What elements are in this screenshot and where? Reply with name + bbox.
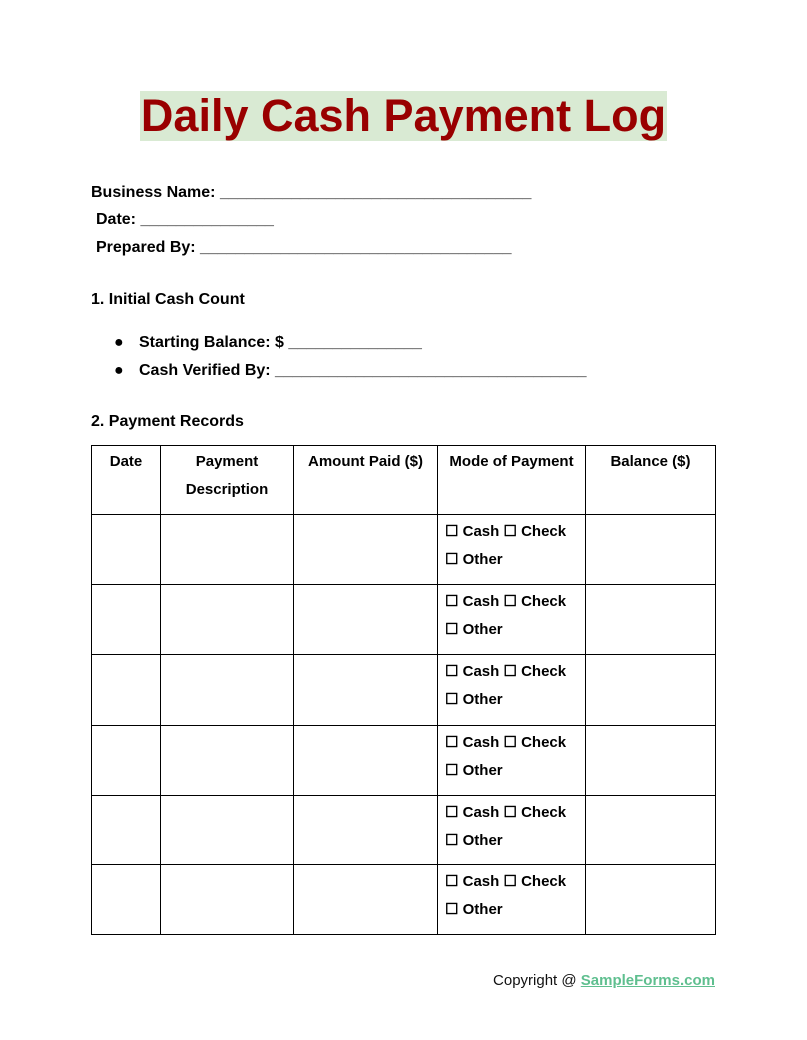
mode-options-line2[interactable]: ☐ Other [445, 762, 503, 779]
amount-cell[interactable] [294, 796, 438, 865]
mode-options-line1[interactable]: ☐ Cash ☐ Check [445, 523, 567, 540]
mode-options-line1[interactable]: ☐ Cash ☐ Check [445, 873, 567, 890]
balance-cell[interactable] [586, 796, 716, 865]
mode-options-line1[interactable]: ☐ Cash ☐ Check [445, 593, 567, 610]
bullet-icon: ● [114, 362, 124, 379]
date-cell[interactable] [92, 515, 161, 585]
balance-cell[interactable] [586, 585, 716, 655]
table-row [92, 726, 716, 796]
copyright-prefix: Copyright @ [493, 972, 581, 989]
amount-cell[interactable] [294, 726, 438, 796]
section-heading-payment-records: 2. Payment Records [91, 413, 244, 430]
balance-cell[interactable] [586, 655, 716, 726]
mode-of-payment-cell[interactable] [438, 865, 586, 935]
date-cell[interactable] [92, 585, 161, 655]
mode-options-line1[interactable]: ☐ Cash ☐ Check [445, 804, 567, 821]
document-title: Daily Cash Payment Log [140, 90, 667, 141]
table-row [92, 655, 716, 726]
sampleforms-link[interactable]: SampleForms.com [580, 972, 715, 989]
amount-cell[interactable] [294, 585, 438, 655]
mode-of-payment-cell[interactable] [438, 796, 586, 865]
description-cell[interactable] [161, 865, 294, 935]
description-cell[interactable] [161, 726, 294, 796]
mode-options-line2[interactable]: ☐ Other [445, 691, 503, 708]
table-row [92, 515, 716, 585]
cash-verified-by-field[interactable]: Cash Verified By: ___________________________________ [139, 362, 587, 379]
table-row [92, 585, 716, 655]
starting-balance-field[interactable]: Starting Balance: $ _______________ [139, 334, 422, 351]
table-row [92, 796, 716, 865]
business-name-field[interactable]: Business Name: ___________________________________ [91, 184, 532, 201]
date-cell[interactable] [92, 655, 161, 726]
header-amount-paid: Amount Paid ($) [294, 446, 438, 515]
table-row [92, 865, 716, 935]
mode-of-payment-cell[interactable] [438, 515, 586, 585]
date-field[interactable]: Date: _______________ [96, 211, 274, 228]
mode-options-line2[interactable]: ☐ Other [445, 621, 503, 638]
description-cell[interactable] [161, 585, 294, 655]
mode-of-payment-cell[interactable] [438, 726, 586, 796]
balance-cell[interactable] [586, 515, 716, 585]
mode-options-line2[interactable]: ☐ Other [445, 551, 503, 568]
balance-cell[interactable] [586, 865, 716, 935]
mode-of-payment-cell[interactable] [438, 655, 586, 726]
mode-options-line2[interactable]: ☐ Other [445, 901, 503, 918]
balance-cell[interactable] [586, 726, 716, 796]
payment-records-table [91, 445, 716, 935]
prepared-by-field[interactable]: Prepared By: ___________________________________ [96, 239, 512, 256]
date-cell[interactable] [92, 796, 161, 865]
bullet-icon: ● [114, 334, 124, 351]
description-cell[interactable] [161, 515, 294, 585]
description-cell[interactable] [161, 655, 294, 726]
mode-of-payment-cell[interactable] [438, 585, 586, 655]
section-heading-initial-cash-count: 1. Initial Cash Count [91, 291, 245, 308]
header-payment-description: Payment Description [161, 446, 294, 515]
date-cell[interactable] [92, 865, 161, 935]
table-header-row [92, 446, 716, 515]
title-wrapper [0, 91, 807, 141]
description-cell[interactable] [161, 796, 294, 865]
header-mode-of-payment: Mode of Payment [438, 446, 586, 515]
header-balance: Balance ($) [586, 446, 716, 515]
amount-cell[interactable] [294, 515, 438, 585]
header-date: Date [92, 446, 161, 515]
amount-cell[interactable] [294, 865, 438, 935]
mode-options-line1[interactable]: ☐ Cash ☐ Check [445, 734, 567, 751]
date-cell[interactable] [92, 726, 161, 796]
amount-cell[interactable] [294, 655, 438, 726]
copyright-footer [493, 971, 715, 991]
mode-options-line1[interactable]: ☐ Cash ☐ Check [445, 663, 567, 680]
mode-options-line2[interactable]: ☐ Other [445, 832, 503, 849]
